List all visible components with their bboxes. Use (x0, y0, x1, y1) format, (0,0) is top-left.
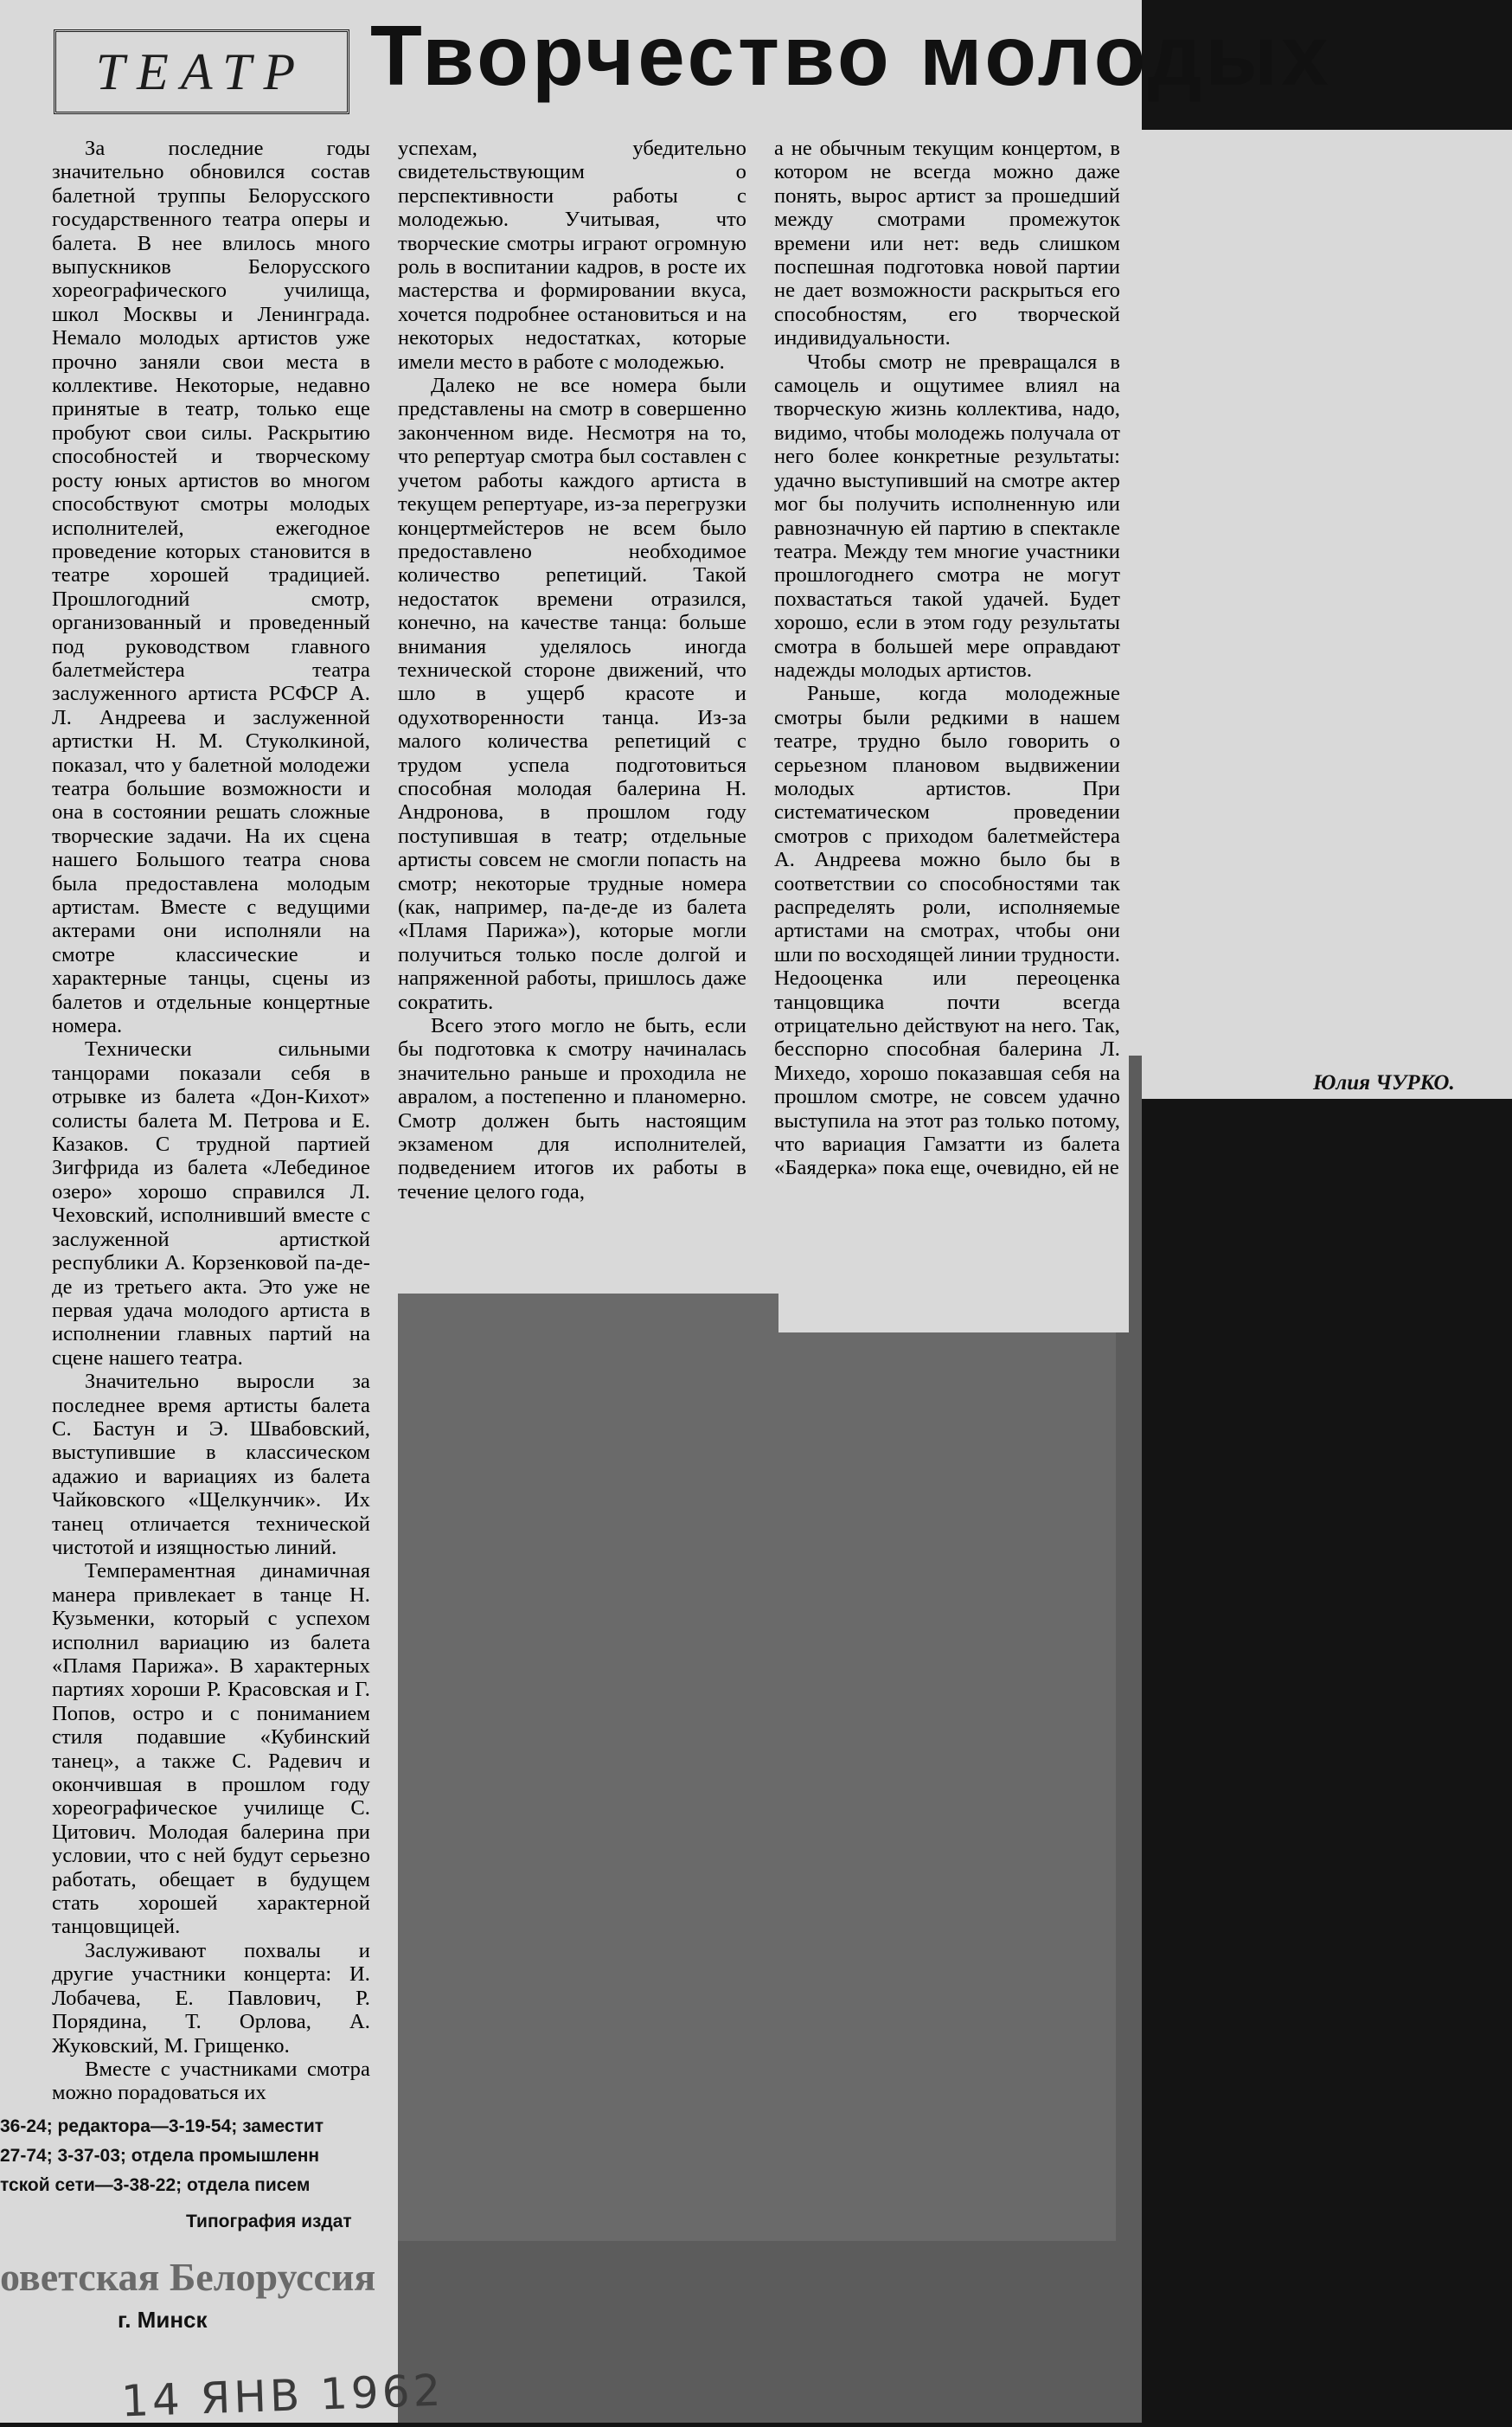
article-column-1 (52, 137, 370, 2105)
clipping-col4-backing (1142, 130, 1512, 1099)
masthead-contacts-3: тской сети—3-38-22; отдела писем (0, 2175, 311, 2195)
printer-line: Типография издат (186, 2212, 352, 2231)
article-paragraph: Раньше, когда молодежные смотры были редкими в нашем театре, трудно было говорить о серьезном плановом выдвижении молодых артистов. При систематическом проведении смотров с приходом балетмейстера А. Андреева можно было бы в соответствии со способностями так распределять роли, исполняемые артистами на смотрах, чтобы они шли по восходящей линии трудности. Недооценка или переоценка танцовщика почти всегда отрицательно действуют на него. Так, бесспорно способная балерина Л. Михедо, хорошо показавшая себя на прошлом смотре, не совсем удачно выступила на этот раз только потому, что вариация Гамзатти из балета «Баядерка» пока еще, очевидно, ей не (774, 682, 1120, 1180)
section-label-text: ТЕАТР (95, 42, 308, 100)
masthead-contacts-1: 36-24; редактора—3-19-54; заместит (0, 2116, 324, 2136)
article-paragraph: а не обычным текущим концертом, в котором не всегда можно даже понять, вырос артист за прошедший между смотрами промежуток времени или нет: ведь слишком поспешная подготовка новой партии не дает возможности раскрыться его способностям, его творческой индивидуальности. (774, 137, 1120, 350)
article-paragraph: Темпераментная динамичная манера привлекает в танце Н. Кузьменки, который с успехом исполнил вариацию из балета «Пламя Парижа». В характерных партиях хороши Р. Красовская и Г. Попов, остро и с пониманием стиля подавшие «Кубинский танец», а также С. Радевич и окончившая в прошлом году хореографическое училище С. Цитович. Молодая балерина при условии, что с ней будут серьезно работать, обещает в будущем стать хорошей характерной танцовщицей. (52, 1559, 370, 1939)
article-paragraph: Вместе с участниками смотра можно порадоваться их (52, 2057, 370, 2105)
article-paragraph: Значительно выросли за последнее время артисты балета С. Бастун и Э. Швабовский, выступившие в классическом адажио и вариациях из балета Чайковского «Щелкунчик». Их танец отличается технической чистотой и изящностью линий. (52, 1370, 370, 1559)
article-paragraph: успехам, убедительно свидетельствующим о перспективности работы с молодежью. Учитывая, что творческие смотры играют огромную роль в воспитании кадров, в росте их мастерства и формировании вкуса, хочется подробнее остановиться и на некоторых недостатках, которые имели место в работе с молодежью. (398, 137, 746, 374)
masthead-contacts-2: 27-74; 3-37-03; отдела промышленн (0, 2146, 320, 2166)
article-paragraph: Всего этого могло не быть, если бы подготовка к смотру начиналась значительно раньше и проходила не авралом, а постепенно и планомерно. Смотр должен быть настоящим экзаменом для исполнителей, подведением итогов их работы в течение целого года, (398, 1014, 746, 1204)
article-column-3 (774, 137, 1120, 1180)
article-paragraph: Заслуживают похвалы и другие участники концерта: И. Лобачева, Е. Павлович, Р. Порядина, Т. Орлова, А. Жуковский, М. Грищенко. (52, 1938, 370, 2058)
article-paragraph: Чтобы смотр не превращался в самоцель и ощутимее влиял на творческую жизнь коллектива, надо, видимо, чтобы молодежь получала от него более конкретные результаты: удачно выступивший на смотре актер мог бы получить исполненную или равнозначную ей партию в спектакле театра. Между тем многие участники прошлогоднего смотра не могут похвастаться такой удачей. Будет хорошо, если в этом году результаты смотра в большей мере оправдают надежды молодых артистов. (774, 350, 1120, 682)
date-stamp: 14 ЯНВ 1962 (120, 2365, 445, 2427)
article-title: Творчество молодых (370, 8, 1332, 103)
article-paragraph: Технически сильными танцорами показали себя в отрывке из балета «Дон-Кихот» солисты балета М. Петрова и Е. Казаков. С трудной партией Зигфрида из балета «Лебединое озеро» хорошо справился Л. Чеховский, исполнивший вместе с заслуженной артисткой республики А. Корзенковой па-де-де из третьего акта. Это уже не первая удача молодого артиста в исполнении главных партий на сцене нашего театра. (52, 1037, 370, 1370)
section-label (54, 29, 349, 114)
article-paragraph: Далеко не все номера были представлены на смотр в совершенно законченном виде. Несмотря на то, что репертуар смотра был составлен с учетом работы каждого артиста в текущем репертуаре, из-за перегрузки концертмейстеров не всем было предоставлено необходимое количество репетиций. Такой недостаток времени отразился, конечно, на качестве танца: больше внимания уделялось иногда технической стороне движений, что шло в ущерб красоте и одухотворенности танца. Из-за малого количества репетиций с трудом успела подготовиться способная молодая балерина Н. Андронова, в прошлом году поступившая в театр; отдельные артисты совсем не смогли попасть на смотр; некоторые трудные номера (как, например, па-де-де из балета «Пламя Парижа»), которые могли получиться только после долгой и напряженной работы, пришлось даже сократить. (398, 374, 746, 1014)
newspaper-name: оветская Белоруссия (0, 2255, 376, 2299)
city-line: г. Минск (118, 2307, 208, 2333)
article-column-2 (398, 137, 746, 1204)
article-paragraph: За последние годы значительно обновился состав балетной труппы Белорусского государственного театра оперы и балета. В нее влилось много выпускников Белорусского хореографического училища, школ Москвы и Ленинграда. Немало молодых артистов уже прочно заняли свои места в коллективе. Некоторые, недавно принятые в театр, только еще пробуют свои силы. Раскрытию способностей и творческому росту юных артистов во многом способствуют смотры молодых исполнителей, ежегодное проведение которых становится в театре хорошей традицией. Прошлогодний смотр, организованный и проведенный под руководством главного балетмейстера театра заслуженного артиста РСФСР А. Л. Андреева и заслуженной артистки Н. М. Стуколкиной, показал, что у балетной молодежи театра большие возможности и она в состоянии решать сложные творческие задачи. На их сцена нашего Большого театра снова была предоставлена молодым артистам. Вместе с ведущими актерами они исполняли на смотре классические и характерные танцы, сцены из балетов и отдельные концертные номера. (52, 137, 370, 1038)
cardboard-backing (398, 1294, 1116, 2241)
author-signature: Юлия ЧУРКО. (1313, 1071, 1455, 1095)
